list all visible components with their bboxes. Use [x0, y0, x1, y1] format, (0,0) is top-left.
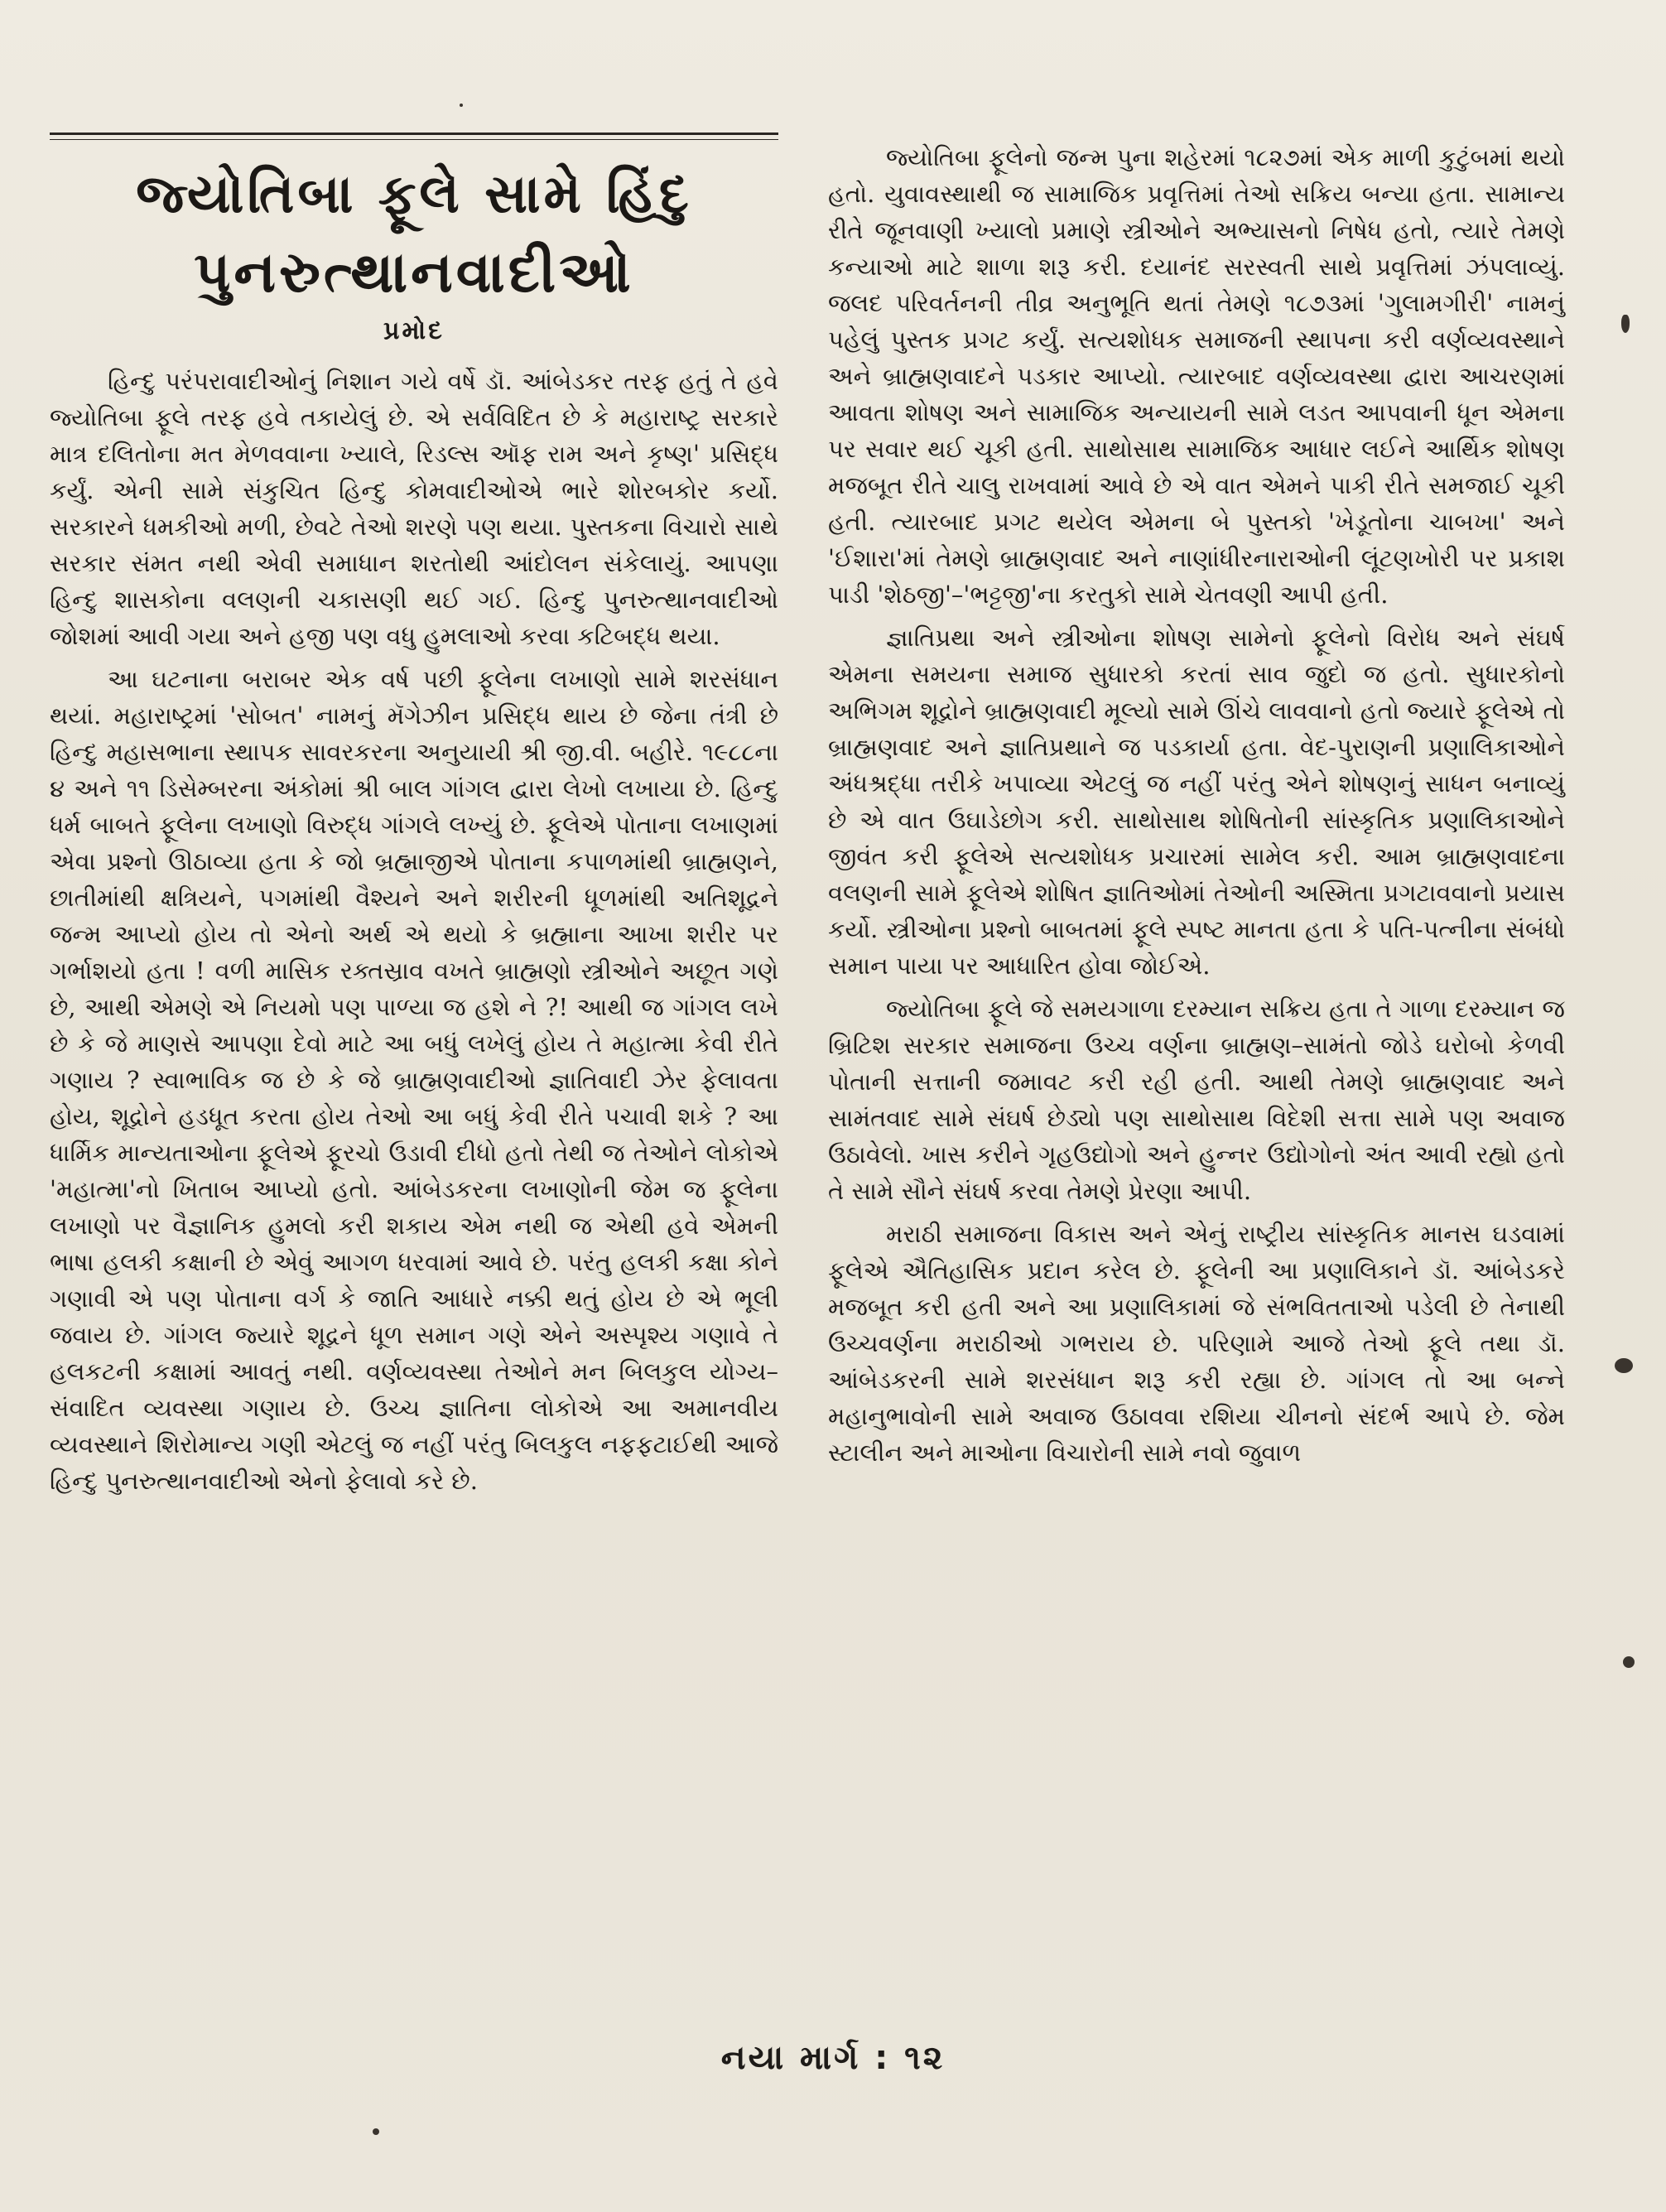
left-paragraph-2: આ ઘટનાના બરાબર એક વર્ષ પછી ફૂલેના લખાણો સામે શરસંધાન થયાં. મહારાષ્ટ્રમાં 'સોબત' નામનું મૅગેઝીન પ્રસિદ્ધ થાય છે જેના તંત્રી છે હિન્દુ મહાસભાના સ્થાપક સાવરકરના અનુયાયી શ્રી જી.વી. બહીરે. ૧૯૮૮ના ૪ અને ૧૧ ડિસેમ્બરના અંકોમાં શ્રી બાલ ગાંગલ દ્વારા લેખો લખાયા છે. હિન્દુ ધર્મ બાબતે ફૂલેના લખાણો વિરુદ્ધ ગાંગલે લખ્યું છે. ફૂલેએ પોતાના લખાણમાં એવા પ્રશ્નો ઊઠાવ્યા હતા કે જો બ્રહ્માજીએ પોતાના કપાળમાંથી બ્રાહ્મણને, છાતીમાંથી ક્ષત્રિયને, પગમાંથી વૈશ્યને અને શરીરની ધૂળમાંથી અતિશૂદ્રને જન્મ આપ્યો હોય તો એનો અર્થ એ થયો કે બ્રહ્માના આખા શરીર પર ગર્ભાશયો હતા ! વળી માસિક રક્તસ્રાવ વખતે બ્રાહ્મણો સ્ત્રીઓને અછૂત ગણે છે, આથી એમણે એ નિયમો પણ પાળ્યા જ હશે ને ?! આથી જ ગાંગલ લખે છે કે જે માણસે આપણા દેવો માટે આ બધું લખેલું હોય તે મહાત્મા કેવી રીતે ગણાય ? સ્વાભાવિક જ છે કે જે બ્રાહ્મણવાદીઓ જ્ઞાતિવાદી ઝેર ફેલાવતા હોય, શૂદ્રોને હડધૂત કરતા હોય તેઓ આ બધું કેવી રીતે પચાવી શકે ? આ ધાર્મિક માન્યતાઓના ફૂલેએ ફૂરચો ઉડાવી દીધો હતો તેથી જ તેઓને લોકોએ 'મહાત્મા'નો ખિતાબ આપ્યો હતો. આંબેડકરના લખાણોની જેમ જ ફૂલેના લખાણો પર વૈજ્ઞાનિક હુમલો કરી શકાય એમ નથી જ એથી હવે એમની ભાષા હલકી કક્ષાની છે એવું આગળ ધરવામાં આવે છે. પરંતુ હલકી કક્ષા કોને ગણાવી એ પણ પોતાના વર્ગ કે જાતિ આધારે નક્કી થતું હોય છે એ ભૂલી જવાય છે. ગાંગલ જ્યારે શૂદ્રને ધૂળ સમાન ગણે એને અસ્પૃશ્ય ગણાવે તે હલકટની કક્ષામાં આવતું નથી. વર્ણવ્યવસ્થા તેઓને મન બિલકુલ યોગ્ય–સંવાદિત વ્યવસ્થા ગણાય છે. ઉચ્ચ જ્ઞાતિના લોકોએ આ અમાનવીય વ્યવસ્થાને શિરોમાન્ય ગણી એટલું જ નહીં પરંતુ બિલકુલ નફફટાઈથી આજે હિન્દુ પુનરુત્થાનવાદીઓ એનો ફેલાવો કરે છે.: [50, 665, 778, 1495]
article-title-line-1: જ્યોતિબા ફૂલે સામે હિંદુ: [136, 164, 692, 225]
ink-speck: [1623, 1656, 1635, 1668]
left-column-body: [50, 363, 778, 1499]
author-byline: પ્રમોદ: [383, 316, 445, 345]
page-footer: નયા માર્ગ : ૧૨: [720, 2039, 946, 2077]
right-paragraph-2: જ્ઞાતિપ્રથા અને સ્ત્રીઓના શોષણ સામેનો ફૂલેનો વિરોધ અને સંઘર્ષ એમના સમયના સમાજ સુધારકો કરતાં સાવ જુદો જ હતો. સુધારકોનો અભિગમ શૂદ્રોને બ્રાહ્મણવાદી મૂલ્યો સામે ઊંચે લાવવાનો હતો જ્યારે ફૂલેએ તો બ્રાહ્મણવાદ અને જ્ઞાતિપ્રથાને જ પડકાર્યા હતા. વેદ-પુરાણની પ્રણાલિકાઓને અંધશ્રદ્ધા તરીકે ખપાવ્યા એટલું જ નહીં પરંતુ એને શોષણનું સાધન બનાવ્યું છે એ વાત ઉઘાડેછોગ કરી. સાથોસાથ શોષિતોની સાંસ્કૃતિક પ્રણાલિકાઓને જીવંત કરી ફૂલેએ સત્યશોધક પ્રચારમાં સામેલ કરી. આમ બ્રાહ્મણવાદના વલણની સામે ફૂલેએ શોષિત જ્ઞાતિઓમાં તેઓની અસ્મિતા પ્રગટાવવાનો પ્રયાસ કર્યો. સ્ત્રીઓના પ્રશ્નો બાબતમાં ફૂલે સ્પષ્ટ માનતા હતા કે પતિ-પત્નીના સંબંધો સમાન પાયા પર આધારિત હોવા જોઈએ.: [828, 624, 1565, 980]
ink-speck: [1621, 315, 1630, 333]
title-rule-top: [50, 133, 778, 135]
right-column-body: [828, 139, 1565, 1471]
ink-speck: [460, 104, 463, 107]
left-paragraph-1: હિન્દુ પરંપરાવાદીઓનું નિશાન ગયે વર્ષે ડૉ. આંબેડકર તરફ હતું તે હવે જ્યોતિબા ફૂલે તરફ હવે તકાયેલું છે. એ સર્વવિદિત છે કે મહારાષ્ટ્ર સરકારે માત્ર દલિતોના મત મેળવવાના ખ્યાલે, રિડલ્સ ઑફ રામ અને કૃષ્ણ' પ્રસિદ્ધ કર્યું. એની સામે સંકુચિત હિન્દુ કોમવાદીઓએ ભારે શોરબકોર કર્યો. સરકારને ધમકીઓ મળી, છેવટે તેઓ શરણે પણ થયા. પુસ્તકના વિચારો સાથે સરકાર સંમત નથી એવી સમાધાન શરતોથી આંદોલન સંકેલાયું. આપણા હિન્દુ શાસકોના વલણની ચકાસણી થઈ ગઈ. હિન્દુ પુનરુત્થાનવાદીઓ જોશમાં આવી ગયા અને હજી પણ વધુ હુમલાઓ કરવા કટિબદ્ધ થયા.: [50, 367, 778, 650]
article-title-line-2: પુનરુત્થાનવાદીઓ: [194, 240, 634, 306]
ink-speck: [373, 2128, 379, 2135]
right-paragraph-3: જ્યોતિબા ફૂલે જે સમયગાળા દરમ્યાન સક્રિય હતા તે ગાળા દરમ્યાન જ બ્રિટિશ સરકાર સમાજના ઉચ્ચ વર્ણના બ્રાહ્મણ–સામંતો જોડે ઘરોબો કેળવી પોતાની સત્તાની જમાવટ કરી રહી હતી. આથી તેમણે બ્રાહ્મણવાદ અને સામંતવાદ સામે સંઘર્ષ છેડ્યો પણ સાથોસાથ વિદેશી સત્તા સામે પણ અવાજ ઉઠાવેલો. ખાસ કરીને ગૃહઉદ્યોગો અને હુન્નર ઉદ્યોગોનો અંત આવી રહ્યો હતો તે સામે સૌને સંઘર્ષ કરવા તેમણે પ્રેરણા આપી.: [828, 995, 1565, 1205]
title-rule-thin: [50, 139, 778, 140]
right-paragraph-1: જ્યોતિબા ફૂલેનો જન્મ પુના શહેરમાં ૧૮૨૭માં એક માળી કુટુંબમાં થયો હતો. યુવાવસ્થાથી જ સામાજિક પ્રવૃત્તિમાં તેઓ સક્રિય બન્યા હતા. સામાન્ય રીતે જૂનવાણી ખ્યાલો પ્રમાણે સ્ત્રીઓને અભ્યાસનો નિષેધ હતો, ત્યારે તેમણે કન્યાઓ માટે શાળા શરૂ કરી. દયાનંદ સરસ્વતી સાથે પ્રવૃત્તિમાં ઝંપલાવ્યું. જલદ પરિવર્તનની તીવ્ર અનુભૂતિ થતાં તેમણે ૧૮૭૩માં 'ગુલામગીરી' નામનું પહેલું પુસ્તક પ્રગટ કર્યું. સત્યશોધક સમાજની સ્થાપના કરી વર્ણવ્યવસ્થાને અને બ્રાહ્મણવાદને પડકાર આપ્યો. ત્યારબાદ વર્ણવ્યવસ્થા દ્વારા આચરણમાં આવતા શોષણ અને સામાજિક અન્યાયની સામે લડત આપવાની ધૂન એમના પર સવાર થઈ ચૂકી હતી. સાથોસાથ સામાજિક આધાર લઈને આર્થિક શોષણ મજબૂત રીતે ચાલુ રાખવામાં આવે છે એ વાત એમને પાકી રીતે સમજાઈ ચૂકી હતી. ત્યારબાદ પ્રગટ થયેલ એમના બે પુસ્તકો 'ખેડૂતોના ચાબખા' અને 'ઈશારા'માં તેમણે બ્રાહ્મણવાદ અને નાણાંધીરનારાઓની લૂંટણખોરી પર પ્રકાશ પાડી 'શેઠજી'–'ભટ્ટજી'ના કરતુકો સામે ચેતવણી આપી હતી.: [828, 143, 1565, 609]
ink-speck: [1615, 1358, 1633, 1373]
right-paragraph-4: મરાઠી સમાજના વિકાસ અને એનું રાષ્ટ્રીય સાંસ્કૃતિક માનસ ઘડવામાં ફૂલેએ ઐતિહાસિક પ્રદાન કરેલ છે. ફૂલેની આ પ્રણાલિકાને ડૉ. આંબેડકરે મજબૂત કરી હતી અને આ પ્રણાલિકામાં જે સંભવિતતાઓ પડેલી છે તેનાથી ઉચ્ચવર્ણના મરાઠીઓ ગભરાય છે. પરિણામે આજે તેઓ ફૂલે તથા ડૉ. આંબેડકરની સામે શરસંધાન શરૂ કરી રહ્યા છે. ગાંગલ તો આ બન્ને મહાનુભાવોની સામે અવાજ ઉઠાવવા રશિયા ચીનનો સંદર્ભ આપે છે. જેમ સ્ટાલીન અને માઓના વિચારોની સામે નવો જુવાળ: [828, 1220, 1565, 1467]
